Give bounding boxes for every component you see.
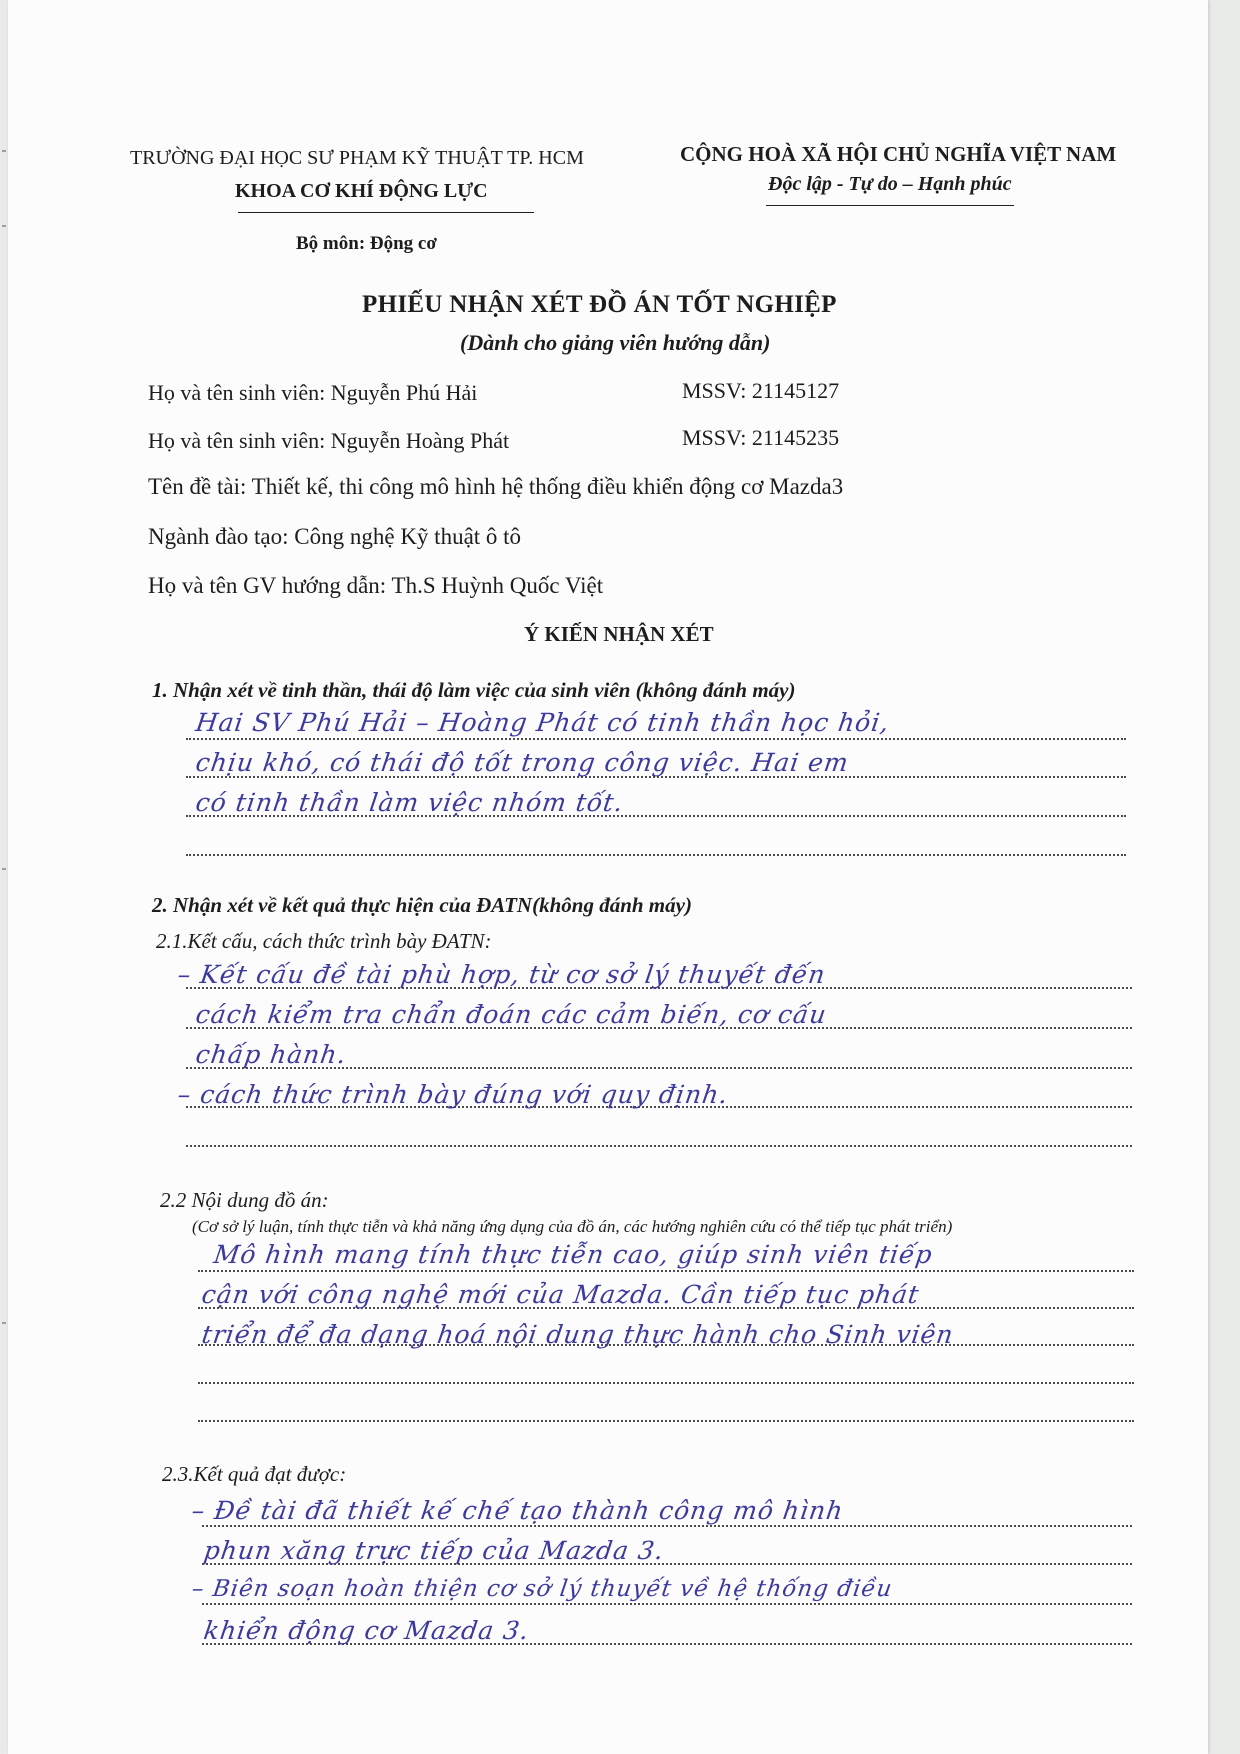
handwritten-line: – Biên soạn hoàn thiện cơ sở lý thuyết về hệ thống điều bbox=[190, 1576, 895, 1602]
faculty-name: KHOA CƠ KHÍ ĐỘNG LỰC bbox=[235, 180, 488, 202]
handwritten-line: Mô hình mang tính thực tiễn cao, giúp sinh viên tiếp bbox=[211, 1240, 935, 1269]
dotted-line bbox=[202, 1603, 1132, 1605]
dotted-line bbox=[186, 854, 1126, 856]
form-subtitle: (Dành cho giảng viên hướng dẫn) bbox=[460, 330, 771, 355]
document-page bbox=[8, 0, 1208, 1754]
handwritten-line: Hai SV Phú Hải – Hoàng Phát có tinh thần học hỏi, bbox=[193, 708, 892, 737]
student-1-name: Họ và tên sinh viên: Nguyễn Phú Hải bbox=[148, 380, 478, 405]
handwritten-line: – Đề tài đã thiết kế chế tạo thành công mô hình bbox=[189, 1496, 846, 1525]
handwritten-line: – cách thức trình bày đúng với quy định. bbox=[175, 1080, 731, 1109]
dotted-line bbox=[198, 1382, 1134, 1384]
dotted-line bbox=[198, 1270, 1134, 1272]
training-major: Ngành đào tạo: Công nghệ Kỹ thuật ô tô bbox=[148, 524, 522, 549]
section-2-2-note: (Cơ sở lý luận, tính thực tiễn và khả năng ứng dụng của đồ án, các hướng nghiên cứu có thể tiếp tục phát triển) bbox=[192, 1217, 953, 1236]
section-2-heading: 2. Nhận xét về kết quả thực hiện của ĐATN(không đánh máy) bbox=[152, 893, 692, 917]
section-2-3-heading: 2.3.Kết quả đạt được: bbox=[162, 1462, 347, 1486]
national-motto: Độc lập - Tự do – Hạnh phúc bbox=[768, 173, 1012, 195]
student-1-id: MSSV: 21145127 bbox=[682, 378, 840, 403]
handwritten-line: chịu khó, có thái độ tốt trong công việc. Hai em bbox=[193, 748, 851, 777]
faculty-underline bbox=[238, 212, 534, 213]
advisor-name: Họ và tên GV hướng dẫn: Th.S Huỳnh Quốc Việt bbox=[148, 573, 604, 598]
section-1-heading: 1. Nhận xét về tinh thần, thái độ làm việc của sinh viên (không đánh máy) bbox=[152, 678, 796, 702]
student-2-name: Họ và tên sinh viên: Nguyễn Hoàng Phát bbox=[148, 428, 510, 453]
handwritten-line: có tinh thần làm việc nhóm tốt. bbox=[193, 788, 626, 817]
handwritten-line: – Kết cấu đề tài phù hợp, từ cơ sở lý thuyết đến bbox=[175, 960, 828, 989]
scan-edge-mark bbox=[2, 1322, 6, 1324]
thesis-topic: Tên đề tài: Thiết kế, thi công mô hình hệ thống điều khiển động cơ Mazda3 bbox=[148, 474, 844, 499]
handwritten-line: phun xăng trực tiếp của Mazda 3. bbox=[201, 1536, 667, 1565]
scan-edge-mark bbox=[2, 225, 6, 227]
form-title: PHIẾU NHẬN XÉT ĐỒ ÁN TỐT NGHIỆP bbox=[362, 291, 837, 318]
handwritten-line: cận với công nghệ mới của Mazda. Cần tiếp tục phát bbox=[199, 1280, 922, 1309]
motto-underline bbox=[766, 205, 1014, 206]
dotted-line bbox=[198, 1420, 1134, 1422]
handwritten-line: triển để đa dạng hoá nội dung thực hành cho Sinh viên bbox=[199, 1320, 956, 1349]
opinion-heading: Ý KIẾN NHẬN XÉT bbox=[524, 622, 714, 646]
dotted-line bbox=[186, 1145, 1132, 1147]
dotted-line bbox=[186, 738, 1126, 740]
country-name: CỘNG HOÀ XÃ HỘI CHỦ NGHĨA VIỆT NAM bbox=[680, 142, 1117, 166]
scan-edge-mark bbox=[2, 150, 6, 152]
section-2-2-heading: 2.2 Nội dung đồ án: bbox=[160, 1188, 329, 1212]
student-2-id: MSSV: 21145235 bbox=[682, 425, 840, 450]
handwritten-line: cách kiểm tra chẩn đoán các cảm biến, cơ cấu bbox=[193, 1000, 829, 1029]
handwritten-line: chấp hành. bbox=[193, 1040, 349, 1069]
handwritten-line: khiển động cơ Mazda 3. bbox=[201, 1616, 532, 1645]
section-2-1-heading: 2.1.Kết cấu, cách thức trình bày ĐATN: bbox=[156, 929, 492, 953]
department-name: Bộ môn: Động cơ bbox=[296, 233, 437, 254]
university-name: TRƯỜNG ĐẠI HỌC SƯ PHẠM KỸ THUẬT TP. HCM bbox=[130, 147, 584, 169]
dotted-line bbox=[202, 1525, 1132, 1527]
scan-edge-mark bbox=[2, 868, 6, 870]
